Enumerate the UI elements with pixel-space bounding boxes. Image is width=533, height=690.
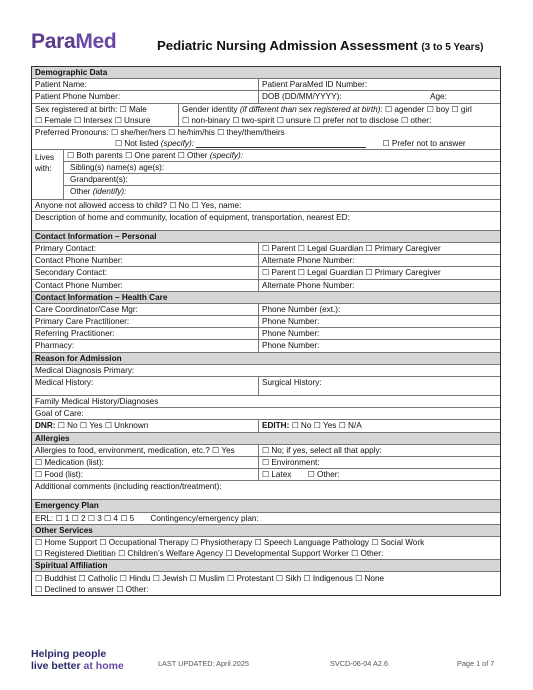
erl-3-checkbox[interactable]: ☐ 3 — [88, 514, 102, 523]
service-social-work-checkbox[interactable]: ☐ Social Work — [371, 538, 424, 547]
age-field[interactable]: Age: — [430, 92, 447, 102]
gender-boy-checkbox[interactable]: ☐ boy — [427, 105, 450, 114]
erl-1-checkbox[interactable]: ☐ 1 — [55, 514, 69, 523]
service-welfare-checkbox[interactable]: ☐ Children’s Welfare Agency — [118, 549, 223, 558]
service-ot-checkbox[interactable]: ☐ Occupational Therapy — [99, 538, 188, 547]
allergy-medication-checkbox[interactable]: ☐ Medication (list): — [35, 458, 104, 467]
faith-indigenous-checkbox[interactable]: ☐ Indigenous — [303, 574, 352, 583]
gender-identity: Gender identity (if different than sex registered at birth): ☐ agender ☐ boy ☐ girl ☐ non-binary ☐ two-spirit ☐ unsure ☐ prefer not to disclose ☐ other: — [179, 104, 500, 126]
access-yes-checkbox[interactable]: ☐ Yes, name: — [191, 201, 241, 210]
admission-form — [31, 66, 501, 596]
allergy-food-checkbox[interactable]: ☐ Food (list): — [35, 470, 83, 479]
preferred-pronouns: Preferred Pronouns: ☐ she/her/hers ☐ he/him/his ☐ they/them/theirs ☐ Not listed (specify): ☐ Prefer not to answer — [32, 127, 500, 149]
family-history-field[interactable]: Family Medical History/Diagnoses — [35, 397, 159, 406]
erl-levels: ERL: ☐ 1 ☐ 2 ☐ 3 ☐ 4 ☐ 5 Contingency/emergency plan: — [32, 513, 500, 524]
tagline: Helping people live better at home — [31, 648, 124, 672]
allergies-no-checkbox[interactable]: ☐ No; if yes, select all that apply: — [262, 446, 382, 455]
section-emergency: Emergency Plan — [32, 500, 500, 512]
faith-other-checkbox[interactable]: ☐ Other: — [116, 585, 148, 594]
gender-twospirit-checkbox[interactable]: ☐ two-spirit — [232, 116, 274, 125]
faith-protestant-checkbox[interactable]: ☐ Protestant — [227, 574, 274, 583]
sex-intersex-checkbox[interactable]: ☐ Intersex — [74, 116, 112, 125]
lives-one-parent-checkbox[interactable]: ☐ One parent — [125, 151, 175, 160]
pronoun-they-checkbox[interactable]: ☐ they/them/theirs — [217, 128, 285, 137]
page-number: Page 1 of 7 — [457, 659, 495, 668]
secondary-alt-phone-field[interactable]: Alternate Phone Number: — [262, 280, 355, 290]
edith-no-checkbox[interactable]: ☐ No — [292, 421, 312, 430]
erl-4-checkbox[interactable]: ☐ 4 — [104, 514, 118, 523]
secondary-guardian-checkbox[interactable]: ☐ Legal Guardian — [298, 268, 363, 277]
care-coordinator-field[interactable]: Care Coordinator/Case Mgr: — [32, 304, 259, 315]
pcp-phone-field[interactable]: Phone Number: — [262, 317, 320, 327]
form-code: SVCD-06-04 A2.6 — [330, 659, 389, 668]
grandparents-field[interactable]: Grandparent(s): — [64, 174, 500, 186]
lives-with-label: Lives with: — [32, 150, 64, 199]
allergies-question: Allergies to food, environment, medication, etc.? ☐ Yes — [32, 445, 259, 456]
service-physio-checkbox[interactable]: ☐ Physiotherapy — [191, 538, 252, 547]
siblings-field[interactable]: Sibling(s) name(s) age(s): — [64, 162, 500, 174]
surgical-history-field[interactable]: Surgical History: — [262, 378, 322, 387]
service-dietitian-checkbox[interactable]: ☐ Registered Dietitian — [35, 549, 116, 558]
gender-nonbinary-checkbox[interactable]: ☐ non-binary — [182, 116, 230, 125]
section-allergies: Allergies — [32, 433, 500, 445]
sex-male-checkbox[interactable]: ☐ Male — [120, 105, 147, 114]
patient-id-field[interactable]: Patient ParaMed ID Number: — [262, 80, 368, 90]
primary-caregiver-checkbox[interactable]: ☐ Primary Caregiver — [365, 244, 440, 253]
referring-phone-field[interactable]: Phone Number: — [262, 329, 320, 339]
pronoun-prefer-not-checkbox[interactable]: ☐ Prefer not to answer — [383, 139, 466, 148]
faith-sikh-checkbox[interactable]: ☐ Sikh — [276, 574, 301, 583]
sex-female-checkbox[interactable]: ☐ Female — [35, 116, 72, 125]
edith-na-checkbox[interactable]: ☐ N/A — [339, 421, 362, 430]
patient-phone-field[interactable]: Patient Phone Number: — [32, 91, 259, 102]
allergy-other-checkbox[interactable]: ☐ Other: — [308, 470, 340, 479]
allergy-latex-checkbox[interactable]: ☐ Latex — [262, 470, 291, 479]
goal-of-care-field[interactable]: Goal of Care: — [35, 409, 84, 419]
lives-with-block: Lives with: ☐ Both parents ☐ One parent ☐ Other (specify): Sibling(s) name(s) age(s): Grandparent(s): Other (identify): — [32, 150, 500, 200]
medical-history-field[interactable]: Medical History: — [32, 377, 259, 395]
gender-girl-checkbox[interactable]: ☐ girl — [452, 105, 472, 114]
dnr-status: DNR: ☐ No ☐ Yes ☐ Unknown — [32, 420, 259, 431]
erl-5-checkbox[interactable]: ☐ 5 — [120, 514, 134, 523]
other-identify-field[interactable]: Other (identify): — [70, 187, 127, 197]
service-home-support-checkbox[interactable]: ☐ Home Support — [35, 538, 97, 547]
gender-other-checkbox[interactable]: ☐ other: — [401, 116, 431, 125]
gender-prefer-not-checkbox[interactable]: ☐ prefer not to disclose — [313, 116, 398, 125]
pharmacy-field[interactable]: Pharmacy: — [32, 340, 259, 351]
service-slp-checkbox[interactable]: ☐ Speech Language Pathology — [255, 538, 370, 547]
services-options — [32, 537, 500, 559]
paramed-logo: ParaMed — [31, 30, 117, 53]
faith-catholic-checkbox[interactable]: ☐ Catholic — [79, 574, 118, 583]
primary-guardian-checkbox[interactable]: ☐ Legal Guardian — [298, 244, 363, 253]
faith-muslim-checkbox[interactable]: ☐ Muslim — [189, 574, 224, 583]
pronoun-specify-line[interactable] — [196, 139, 366, 148]
sex-unsure-checkbox[interactable]: ☐ Unsure — [115, 116, 151, 125]
service-other-checkbox[interactable]: ☐ Other: — [351, 549, 383, 558]
spiritual-options — [32, 572, 500, 595]
last-updated: LAST UPDATED: April 2025 — [158, 659, 249, 668]
faith-buddhist-checkbox[interactable]: ☐ Buddhist — [35, 574, 76, 583]
pharmacy-phone-field[interactable]: Phone Number: — [262, 341, 320, 351]
erl-2-checkbox[interactable]: ☐ 2 — [72, 514, 86, 523]
gender-agender-checkbox[interactable]: ☐ agender — [385, 105, 424, 114]
faith-hindu-checkbox[interactable]: ☐ Hindu — [120, 574, 151, 583]
section-contact-health: Contact Information – Health Care — [32, 292, 500, 304]
secondary-contact-field[interactable]: Secondary Contact: — [32, 267, 259, 278]
allergy-environment-checkbox[interactable]: ☐ Environment: — [262, 458, 320, 467]
primary-phone-field[interactable]: Contact Phone Number: — [32, 255, 259, 266]
gender-unsure-checkbox[interactable]: ☐ unsure — [277, 116, 311, 125]
section-contact-personal: Contact Information – Personal — [32, 231, 500, 243]
access-no-checkbox[interactable]: ☐ No — [169, 201, 189, 210]
secondary-phone-field[interactable]: Contact Phone Number: — [32, 280, 259, 291]
pronoun-he-checkbox[interactable]: ☐ he/him/his — [168, 128, 215, 137]
dnr-yes-checkbox[interactable]: ☐ Yes — [80, 421, 103, 430]
section-reason: Reason for Admission — [32, 353, 500, 365]
allergy-comments-field[interactable]: Additional comments (including reaction/treatment): — [35, 482, 222, 492]
pronoun-notlisted-checkbox[interactable]: ☐ Not listed — [115, 139, 158, 148]
section-spiritual: Spiritual Affiliation — [32, 560, 500, 572]
page-title: Pediatric Nursing Admission Assessment (3 to 5 Years) — [157, 38, 484, 53]
faith-jewish-checkbox[interactable]: ☐ Jewish — [153, 574, 187, 583]
primary-care-field[interactable]: Primary Care Practitioner: — [32, 316, 259, 327]
section-services: Other Services — [32, 525, 500, 537]
service-dsw-checkbox[interactable]: ☐ Developmental Support Worker — [225, 549, 348, 558]
pronoun-she-checkbox[interactable]: ☐ she/her/hers — [111, 128, 166, 137]
primary-diagnosis-field[interactable]: Medical Diagnosis Primary: — [35, 365, 135, 375]
contingency-plan-field[interactable]: Contingency/emergency plan: — [150, 513, 259, 523]
referring-practitioner-field[interactable]: Referring Practitioner: — [32, 328, 259, 339]
faith-declined-checkbox[interactable]: ☐ Declined to answer — [35, 585, 114, 594]
access-restriction: Anyone not allowed access to child? ☐ No ☐ Yes, name: — [32, 200, 500, 211]
primary-contact-field[interactable]: Primary Contact: — [32, 243, 259, 254]
dob-field[interactable]: DOB (DD/MM/YYYY): — [262, 92, 342, 102]
coordinator-phone-field[interactable]: Phone Number (ext.): — [262, 304, 341, 314]
section-demographic: Demographic Data — [32, 67, 500, 79]
dnr-unknown-checkbox[interactable]: ☐ Unknown — [105, 421, 148, 430]
faith-none-checkbox[interactable]: ☐ None — [355, 574, 384, 583]
primary-alt-phone-field[interactable]: Alternate Phone Number: — [262, 256, 355, 266]
lives-other-checkbox[interactable]: ☐ Other — [178, 151, 208, 160]
lives-both-parents-checkbox[interactable]: ☐ Both parents — [67, 151, 123, 160]
sex-at-birth: Sex registered at birth: ☐ Male ☐ Female ☐ Intersex ☐ Unsure — [32, 104, 179, 126]
dnr-no-checkbox[interactable]: ☐ No — [58, 421, 78, 430]
edith-yes-checkbox[interactable]: ☐ Yes — [314, 421, 337, 430]
patient-name-field[interactable]: Patient Name: — [32, 79, 259, 90]
secondary-caregiver-checkbox[interactable]: ☐ Primary Caregiver — [365, 268, 440, 277]
home-description-field[interactable]: Description of home and community, location of equipment, transportation, nearest ED: — [35, 212, 350, 222]
edith-status: EDITH: ☐ No ☐ Yes ☐ N/A — [259, 420, 500, 431]
allergies-yes-checkbox[interactable]: ☐ Yes — [212, 446, 235, 455]
secondary-parent-checkbox[interactable]: ☐ Parent — [262, 268, 295, 277]
primary-parent-checkbox[interactable]: ☐ Parent — [262, 244, 295, 253]
